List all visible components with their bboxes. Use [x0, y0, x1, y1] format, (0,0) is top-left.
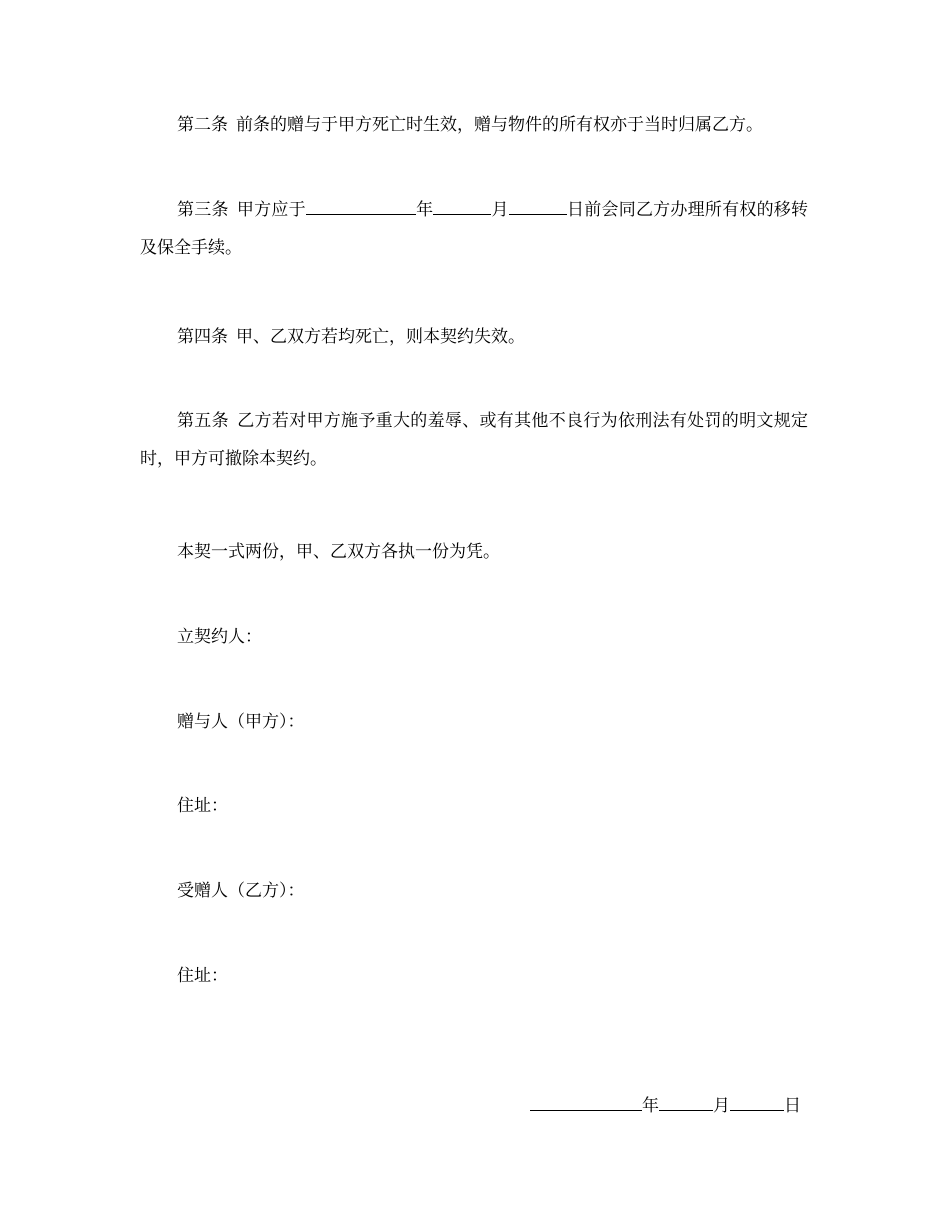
article-2-text: 前条的赠与于甲方死亡时生效，赠与物件的所有权亦于当时归属乙方。 [236, 115, 763, 135]
article-3-label: 第三条 [177, 200, 229, 220]
month-blank [433, 197, 491, 215]
donee-address-label: 住址： [177, 966, 228, 986]
signers-label: 立契约人： [177, 627, 262, 647]
year-blank [306, 197, 416, 215]
article-4-label: 第四条 [177, 327, 228, 347]
signature-date [530, 1093, 801, 1117]
sign-day: 日 [784, 1096, 801, 1116]
article-3-month: 月 [491, 200, 509, 220]
article-5-label: 第五条 [177, 411, 229, 431]
sign-year-blank [530, 1093, 642, 1111]
sign-month: 月 [713, 1096, 730, 1116]
article-2-label: 第二条 [177, 115, 228, 135]
article-3 [140, 191, 808, 267]
article-3-year: 年 [415, 200, 434, 220]
donor-address-label: 住址： [177, 796, 228, 816]
donor-label: 赠与人（甲方）： [177, 712, 305, 732]
article-4-text: 甲、乙双方若均死亡，则本契约失效。 [236, 327, 525, 347]
sign-month-blank [659, 1093, 713, 1111]
article-3-text-end: 日前会同乙方办理所有权的移转及保全手续。 [140, 200, 809, 258]
day-blank [509, 197, 567, 215]
article-4 [177, 326, 525, 348]
article-2 [177, 114, 763, 136]
sign-year: 年 [642, 1096, 659, 1116]
article-3-text-start: 甲方应于 [236, 200, 306, 220]
copies-clause: 本契一式两份，甲、乙双方各执一份为凭。 [177, 542, 500, 562]
article-5-text: 乙方若对甲方施予重大的羞辱、或有其他不良行为依刑法有处罚的明文规定时，甲方可撤除本契约。 [140, 411, 809, 469]
donee-label: 受赠人（乙方）： [177, 881, 305, 901]
article-5 [140, 402, 808, 478]
sign-day-blank [730, 1093, 784, 1111]
